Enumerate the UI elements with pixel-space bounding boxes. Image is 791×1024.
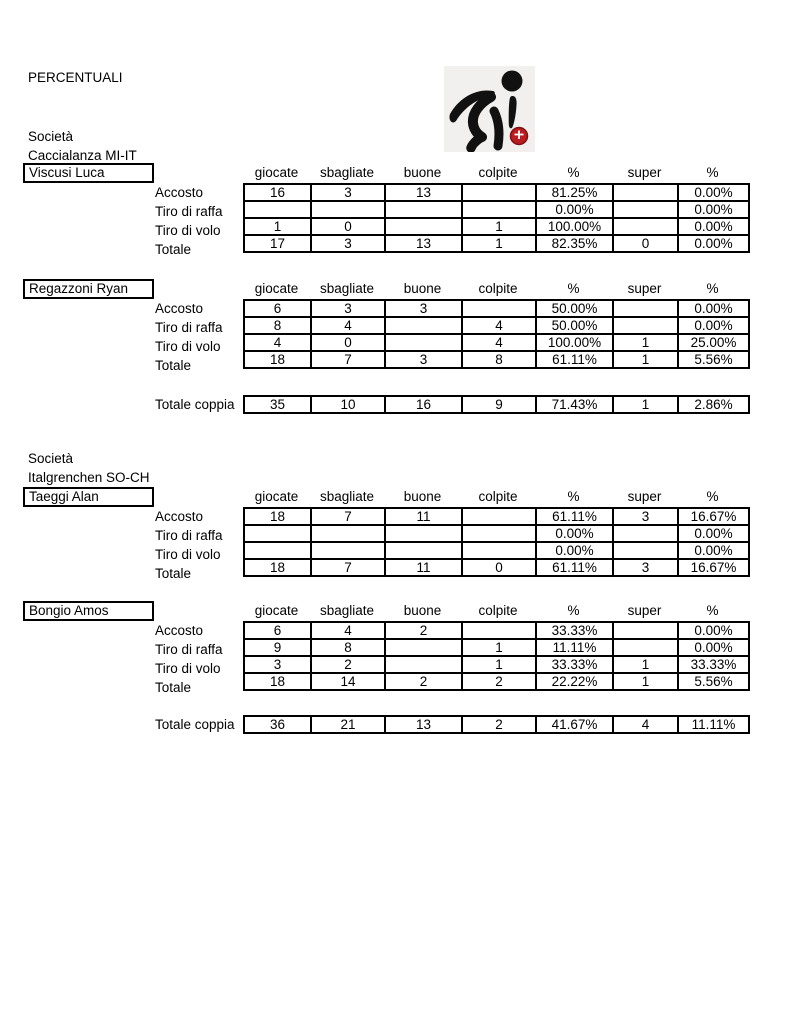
table-cell: 11.11% bbox=[536, 639, 613, 656]
table-cell: 1 bbox=[613, 334, 678, 351]
table-cell: 7 bbox=[311, 559, 385, 576]
column-headers bbox=[243, 488, 748, 507]
table-cell: 11.11% bbox=[678, 716, 749, 733]
column-header: sbagliate bbox=[319, 603, 375, 618]
table-cell: 13 bbox=[385, 716, 462, 733]
table-cell bbox=[462, 184, 536, 201]
table-cell bbox=[462, 300, 536, 317]
table-cell: 100.00% bbox=[536, 218, 613, 235]
table-cell: 21 bbox=[311, 716, 385, 733]
table-cell: 1 bbox=[462, 656, 536, 673]
row-label: Accosto bbox=[155, 185, 204, 200]
column-header: buone bbox=[403, 281, 442, 296]
society-name: Caccialanza MI-IT bbox=[28, 148, 137, 163]
table-cell bbox=[462, 622, 536, 639]
table-cell: 0.00% bbox=[678, 218, 749, 235]
column-header: % bbox=[567, 603, 580, 618]
table-cell: 33.33% bbox=[536, 622, 613, 639]
row-label: Totale bbox=[155, 358, 192, 373]
column-header: colpite bbox=[478, 489, 518, 504]
column-header: % bbox=[567, 489, 580, 504]
page-title: PERCENTUALI bbox=[28, 70, 123, 85]
table-cell: 1 bbox=[613, 396, 678, 413]
column-header: sbagliate bbox=[319, 281, 375, 296]
column-headers bbox=[243, 280, 748, 299]
table-cell: 82.35% bbox=[536, 235, 613, 252]
player-block bbox=[0, 601, 791, 699]
table-cell: 3 bbox=[613, 508, 678, 525]
row-label: Totale bbox=[155, 242, 192, 257]
stats-table bbox=[243, 299, 750, 369]
society-label: Società bbox=[28, 129, 74, 144]
totals-table bbox=[243, 395, 750, 414]
table-row bbox=[244, 351, 749, 368]
table-cell: 0.00% bbox=[536, 542, 613, 559]
table-cell bbox=[613, 639, 678, 656]
table-cell: 6 bbox=[244, 622, 311, 639]
table-cell bbox=[462, 542, 536, 559]
table-cell: 2 bbox=[462, 673, 536, 690]
table-cell: 18 bbox=[244, 559, 311, 576]
table-cell: 4 bbox=[311, 317, 385, 334]
table-cell bbox=[311, 525, 385, 542]
row-label: Accosto bbox=[155, 623, 204, 638]
table-cell: 0.00% bbox=[678, 184, 749, 201]
table-cell bbox=[244, 201, 311, 218]
player-block bbox=[0, 163, 791, 261]
table-cell: 71.43% bbox=[536, 396, 613, 413]
table-cell: 2.86% bbox=[678, 396, 749, 413]
column-headers bbox=[243, 164, 748, 183]
table-cell bbox=[244, 542, 311, 559]
society-label: Società bbox=[28, 451, 74, 466]
row-label: Tiro di volo bbox=[155, 339, 221, 354]
table-row bbox=[244, 559, 749, 576]
stats-table bbox=[243, 621, 750, 691]
row-label: Tiro di volo bbox=[155, 661, 221, 676]
row-label: Tiro di raffa bbox=[155, 320, 223, 335]
table-cell bbox=[613, 622, 678, 639]
table-row bbox=[244, 218, 749, 235]
table-cell bbox=[613, 525, 678, 542]
table-cell: 1 bbox=[462, 639, 536, 656]
table-row bbox=[244, 184, 749, 201]
table-cell: 9 bbox=[244, 639, 311, 656]
table-cell bbox=[244, 525, 311, 542]
table-cell: 4 bbox=[311, 622, 385, 639]
table-cell: 2 bbox=[311, 656, 385, 673]
table-cell: 13 bbox=[385, 184, 462, 201]
player-block bbox=[0, 279, 791, 377]
table-row bbox=[244, 201, 749, 218]
player-name-box: Bongio Amos bbox=[23, 601, 154, 621]
row-label: Tiro di volo bbox=[155, 223, 221, 238]
table-cell: 18 bbox=[244, 673, 311, 690]
column-header: super bbox=[627, 489, 662, 504]
column-header: giocate bbox=[254, 603, 299, 618]
table-cell bbox=[311, 201, 385, 218]
table-cell: 5.56% bbox=[678, 351, 749, 368]
row-labels bbox=[155, 507, 223, 583]
table-cell: 0.00% bbox=[678, 201, 749, 218]
table-cell: 50.00% bbox=[536, 300, 613, 317]
table-cell: 17 bbox=[244, 235, 311, 252]
player-name-box: Taeggi Alan bbox=[23, 487, 154, 507]
bocce-player-logo bbox=[444, 66, 535, 152]
table-cell: 3 bbox=[311, 235, 385, 252]
table-cell: 5.56% bbox=[678, 673, 749, 690]
table-row bbox=[244, 235, 749, 252]
table-cell: 0.00% bbox=[678, 639, 749, 656]
table-cell bbox=[385, 334, 462, 351]
table-cell bbox=[613, 201, 678, 218]
table-cell: 7 bbox=[311, 508, 385, 525]
table-cell: 25.00% bbox=[678, 334, 749, 351]
table-cell: 1 bbox=[613, 673, 678, 690]
table-cell bbox=[462, 201, 536, 218]
column-header: buone bbox=[403, 489, 442, 504]
table-row bbox=[244, 542, 749, 559]
table-cell bbox=[613, 542, 678, 559]
table-cell: 18 bbox=[244, 508, 311, 525]
table-cell: 0.00% bbox=[678, 235, 749, 252]
table-cell: 0.00% bbox=[678, 542, 749, 559]
table-row bbox=[244, 639, 749, 656]
table-cell: 7 bbox=[311, 351, 385, 368]
table-cell: 11 bbox=[385, 559, 462, 576]
table-cell: 22.22% bbox=[536, 673, 613, 690]
column-header: colpite bbox=[478, 603, 518, 618]
table-cell: 8 bbox=[462, 351, 536, 368]
table-cell: 16.67% bbox=[678, 508, 749, 525]
table-cell: 4 bbox=[613, 716, 678, 733]
table-cell: 1 bbox=[244, 218, 311, 235]
table-cell: 2 bbox=[385, 673, 462, 690]
table-cell bbox=[385, 656, 462, 673]
table-cell: 1 bbox=[613, 351, 678, 368]
column-header: super bbox=[627, 603, 662, 618]
table-row bbox=[244, 508, 749, 525]
row-labels bbox=[155, 621, 223, 697]
table-cell: 0 bbox=[311, 334, 385, 351]
stats-table bbox=[243, 183, 750, 253]
column-header: giocate bbox=[254, 165, 299, 180]
table-cell bbox=[462, 508, 536, 525]
column-header: colpite bbox=[478, 281, 518, 296]
table-cell: 2 bbox=[462, 716, 536, 733]
table-cell: 18 bbox=[244, 351, 311, 368]
table-cell: 33.33% bbox=[536, 656, 613, 673]
player-name-box: Viscusi Luca bbox=[23, 163, 154, 183]
column-header: sbagliate bbox=[319, 165, 375, 180]
table-cell bbox=[385, 201, 462, 218]
table-row bbox=[244, 525, 749, 542]
row-label: Tiro di raffa bbox=[155, 204, 223, 219]
stats-table bbox=[243, 507, 750, 577]
table-cell bbox=[613, 317, 678, 334]
row-label: Accosto bbox=[155, 509, 204, 524]
table-cell: 41.67% bbox=[536, 716, 613, 733]
row-label: Tiro di raffa bbox=[155, 528, 223, 543]
table-cell: 81.25% bbox=[536, 184, 613, 201]
table-cell: 2 bbox=[385, 622, 462, 639]
table-cell: 16.67% bbox=[678, 559, 749, 576]
column-header: % bbox=[706, 489, 719, 504]
table-cell: 3 bbox=[385, 300, 462, 317]
table-cell: 50.00% bbox=[536, 317, 613, 334]
table-row bbox=[244, 716, 749, 733]
table-cell: 8 bbox=[244, 317, 311, 334]
table-row bbox=[244, 622, 749, 639]
player-name-box: Regazzoni Ryan bbox=[23, 279, 154, 299]
table-row bbox=[244, 396, 749, 413]
column-header: giocate bbox=[254, 281, 299, 296]
totals-table bbox=[243, 715, 750, 734]
row-labels bbox=[155, 183, 223, 259]
table-cell bbox=[385, 525, 462, 542]
table-cell bbox=[613, 300, 678, 317]
table-cell bbox=[385, 317, 462, 334]
column-headers bbox=[243, 602, 748, 621]
society-name: Italgrenchen SO-CH bbox=[28, 470, 150, 485]
totale-coppia-block bbox=[0, 395, 791, 416]
table-cell: 3 bbox=[613, 559, 678, 576]
player-back-leg-icon bbox=[494, 111, 499, 146]
table-cell: 0.00% bbox=[536, 525, 613, 542]
column-header: colpite bbox=[478, 165, 518, 180]
table-row bbox=[244, 300, 749, 317]
table-row bbox=[244, 317, 749, 334]
table-cell bbox=[613, 218, 678, 235]
table-cell bbox=[311, 542, 385, 559]
table-cell: 10 bbox=[311, 396, 385, 413]
table-cell bbox=[613, 184, 678, 201]
column-header: % bbox=[567, 281, 580, 296]
column-header: % bbox=[706, 603, 719, 618]
table-cell: 6 bbox=[244, 300, 311, 317]
column-header: buone bbox=[403, 603, 442, 618]
table-cell: 0 bbox=[311, 218, 385, 235]
table-cell: 0.00% bbox=[678, 300, 749, 317]
table-cell: 13 bbox=[385, 235, 462, 252]
table-cell: 8 bbox=[311, 639, 385, 656]
column-header: buone bbox=[403, 165, 442, 180]
totale-coppia-label: Totale coppia bbox=[155, 397, 235, 412]
column-header: super bbox=[627, 165, 662, 180]
table-row bbox=[244, 334, 749, 351]
table-cell: 0.00% bbox=[536, 201, 613, 218]
table-cell: 11 bbox=[385, 508, 462, 525]
table-cell: 3 bbox=[311, 300, 385, 317]
column-header: super bbox=[627, 281, 662, 296]
column-header: % bbox=[706, 281, 719, 296]
row-label: Totale bbox=[155, 680, 192, 695]
table-cell: 3 bbox=[385, 351, 462, 368]
column-header: % bbox=[567, 165, 580, 180]
table-cell: 36 bbox=[244, 716, 311, 733]
table-cell: 35 bbox=[244, 396, 311, 413]
table-cell: 0 bbox=[462, 559, 536, 576]
column-header: % bbox=[706, 165, 719, 180]
table-cell: 16 bbox=[385, 396, 462, 413]
table-cell: 1 bbox=[613, 656, 678, 673]
table-cell: 16 bbox=[244, 184, 311, 201]
table-cell bbox=[385, 639, 462, 656]
row-label: Accosto bbox=[155, 301, 204, 316]
table-cell: 33.33% bbox=[678, 656, 749, 673]
table-cell: 1 bbox=[462, 218, 536, 235]
table-cell bbox=[385, 218, 462, 235]
table-cell: 61.11% bbox=[536, 508, 613, 525]
table-cell: 0.00% bbox=[678, 622, 749, 639]
totale-coppia-block bbox=[0, 715, 791, 736]
row-labels bbox=[155, 299, 223, 375]
table-cell bbox=[385, 542, 462, 559]
table-row bbox=[244, 656, 749, 673]
table-cell: 3 bbox=[244, 656, 311, 673]
table-cell: 4 bbox=[462, 334, 536, 351]
table-cell: 0.00% bbox=[678, 317, 749, 334]
table-cell: 4 bbox=[462, 317, 536, 334]
table-cell: 9 bbox=[462, 396, 536, 413]
totale-coppia-label: Totale coppia bbox=[155, 717, 235, 732]
table-row bbox=[244, 673, 749, 690]
table-cell: 3 bbox=[311, 184, 385, 201]
table-cell: 0.00% bbox=[678, 525, 749, 542]
table-cell bbox=[462, 525, 536, 542]
column-header: giocate bbox=[254, 489, 299, 504]
table-cell: 0 bbox=[613, 235, 678, 252]
table-cell: 1 bbox=[462, 235, 536, 252]
table-cell: 61.11% bbox=[536, 351, 613, 368]
row-label: Tiro di raffa bbox=[155, 642, 223, 657]
row-label: Tiro di volo bbox=[155, 547, 221, 562]
player-head-icon bbox=[502, 71, 523, 92]
table-cell: 61.11% bbox=[536, 559, 613, 576]
table-cell: 14 bbox=[311, 673, 385, 690]
table-cell: 4 bbox=[244, 334, 311, 351]
row-label: Totale bbox=[155, 566, 192, 581]
column-header: sbagliate bbox=[319, 489, 375, 504]
player-block bbox=[0, 487, 791, 585]
table-cell: 100.00% bbox=[536, 334, 613, 351]
